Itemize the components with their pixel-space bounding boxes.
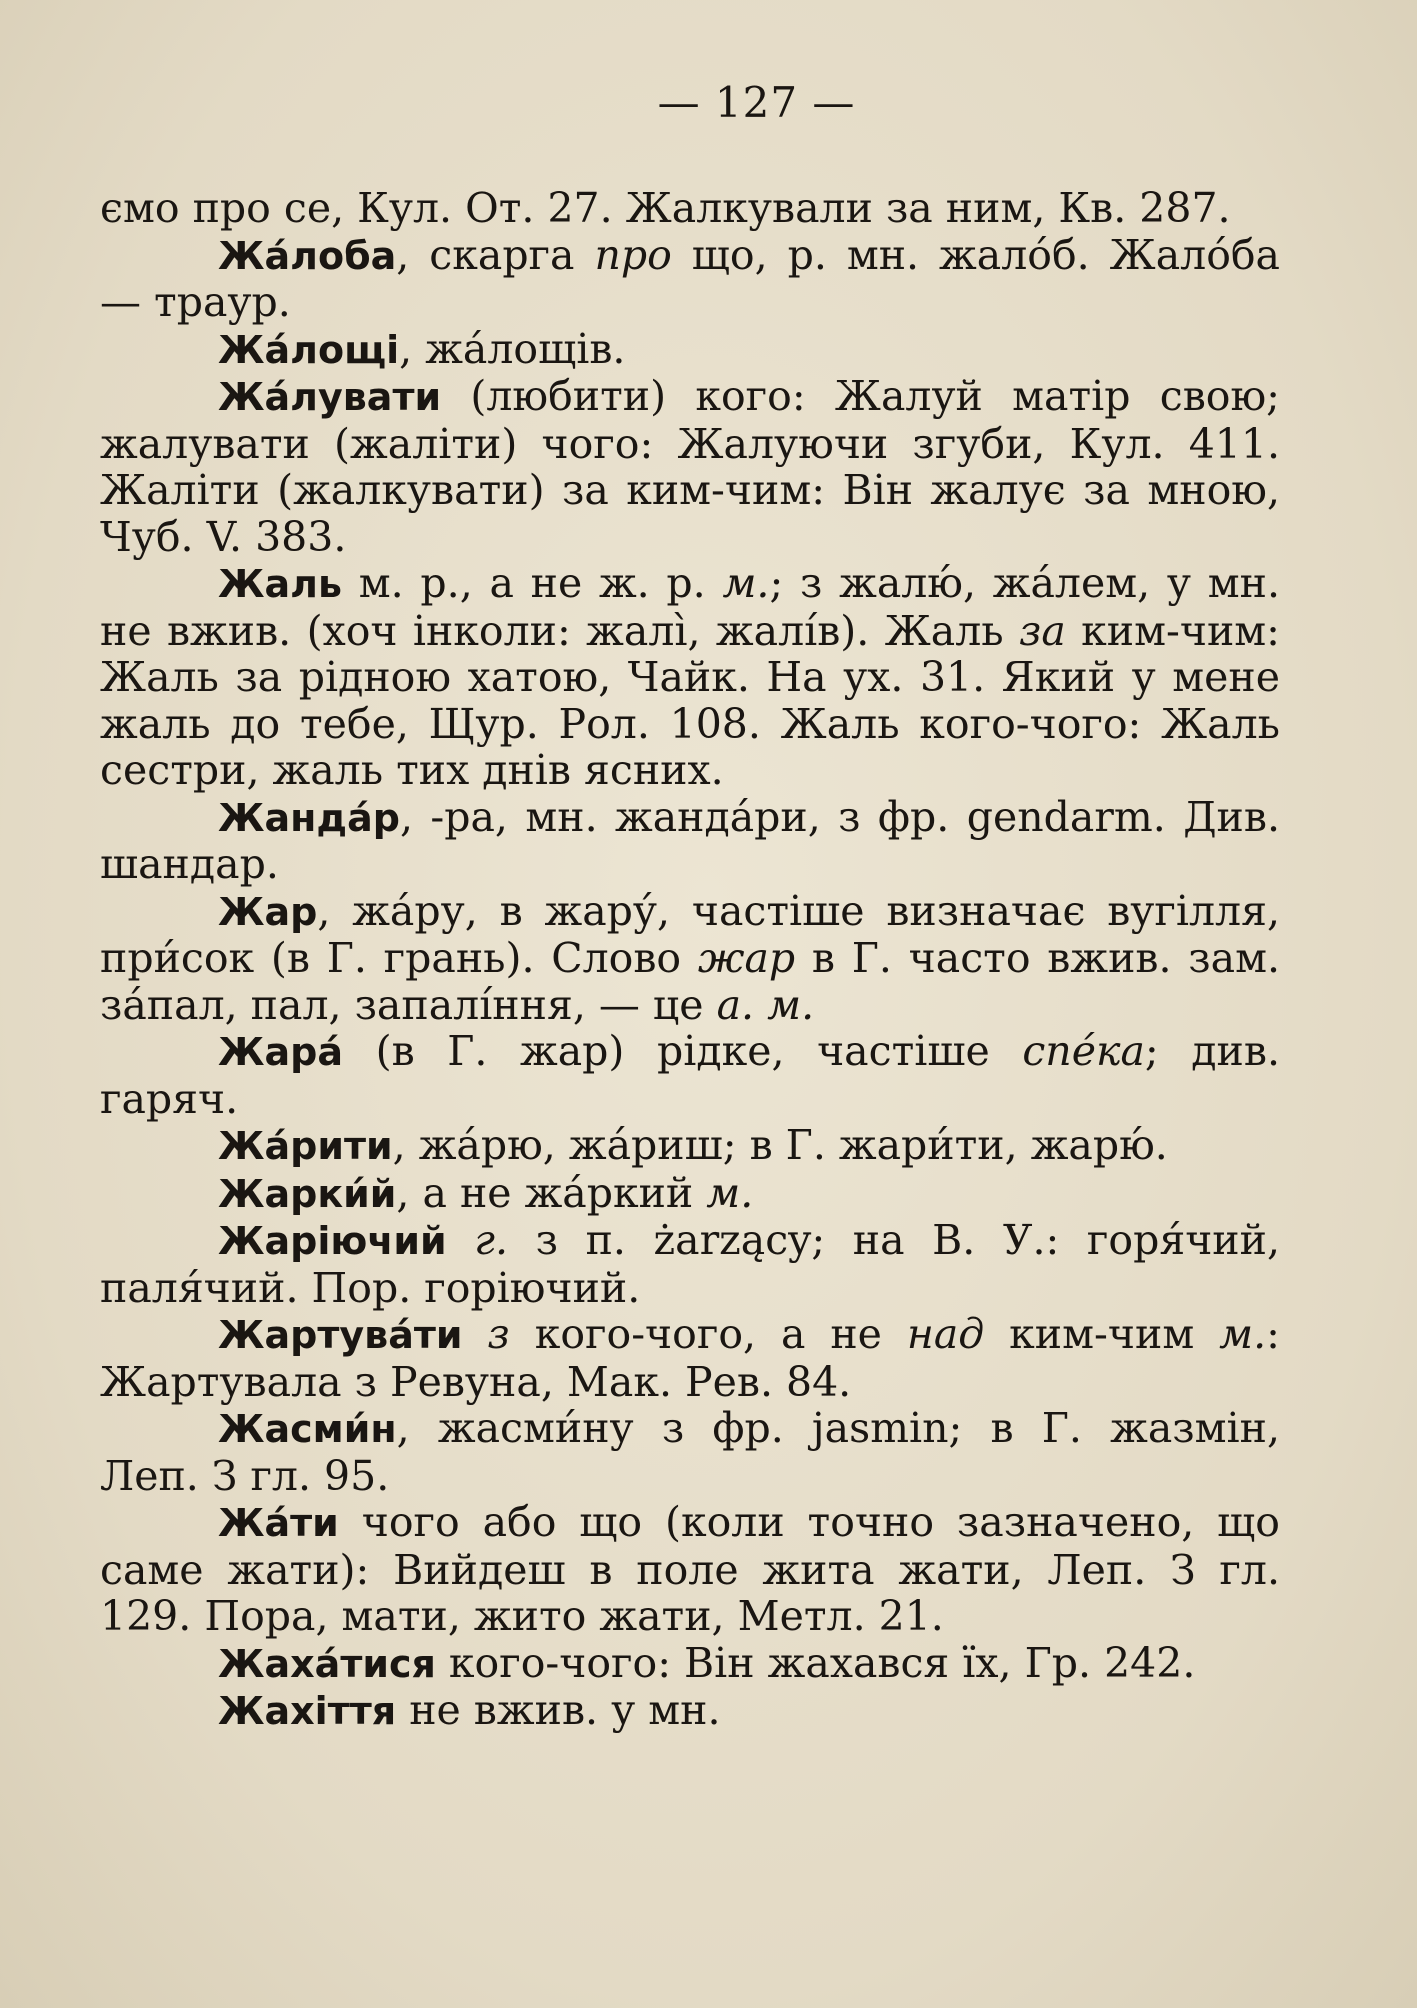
headword: Жа́ти [218, 1501, 339, 1545]
page-number: — 127 — [657, 78, 856, 127]
entry-zharkyi: Жарки́й, а не жа́ркий м. [218, 1168, 754, 1217]
dictionary-text [100, 185, 1280, 1735]
entry-zhaloba: Жа́лоба, скарга про що, р. мн. жало́б. Жало́ба — траур. [100, 230, 1280, 326]
headword: Жанда́р [218, 795, 400, 840]
entry-zhasmyn: Жасми́н, жасми́ну з фр. jasmin; в Г. жазмін, Леп. З гл. 95. [100, 1404, 1280, 1500]
entry-zhandar: Жанда́р, -ра, мн. жанда́ри, з фр. gendarm. Див. шандар. [100, 792, 1280, 888]
continuation-paragraph: ємо про се, Кул. От. 27. Жалкували за ним, Кв. 287. [100, 184, 1231, 232]
headword: Жа́рити [218, 1124, 393, 1168]
headword: Жара́ [218, 1030, 344, 1074]
entry-zhara: Жара́ (в Г. жар) рідке, частіше спе́ка; див. гаряч. [100, 1027, 1280, 1123]
entry-zhakhittia: Жахіття не вжив. у мн. [218, 1686, 721, 1734]
headword: Жарки́й [218, 1171, 397, 1216]
entry-zhakhatysia: Жаха́тися кого-чого: Він жахався їх, Гр. 242. [218, 1638, 1196, 1687]
entry-zhaloshchi: Жа́лощі, жа́лощів. [218, 324, 626, 373]
headword: Жа́лувати [218, 375, 442, 419]
entry-zhariiuchyi: Жаріючий г. з п. żarzący; на В. У.: горя́чий, паля́чий. Пор. горіючий. [100, 1216, 1280, 1312]
headword: Жасми́н [218, 1407, 397, 1451]
entry-zhaluvaty: Жа́лувати (любити) кого: Жалуй матір свою; жалувати (жаліти) чого: Жалуючи згуби, Кул. 411. Жаліти (жалкувати) за ким-чим: Він жалує за мною, Чуб. V. 383. [100, 372, 1280, 561]
entry-zharyty: Жа́рити, жа́рю, жа́риш; в Г. жари́ти, жарю́. [218, 1121, 1168, 1169]
headword: Жахіття [218, 1689, 397, 1733]
entry-zhartuvaty: Жартува́ти з кого-чого, а не над ким-чим м.: Жартувала з Ревуна, Мак. Рев. 84. [100, 1310, 1280, 1406]
headword: Жар [218, 889, 318, 934]
headword: Жаріючий [218, 1219, 447, 1263]
headword: Жаль [218, 562, 343, 606]
headword: Жартува́ти [218, 1313, 463, 1357]
headword: Жа́лоба [218, 233, 397, 278]
entry-zhal: Жаль м. р., а не ж. р. м.; з жалю́, жа́лем, у мн. не вжив. (хоч інколи: жалі̀, жалі́в). Жаль за ким-чим: Жаль за рідною хатою, Чайк. На ух. 31. Який у мене жаль до тебе, Щур. Рол. 108. Жаль кого-чого: Жаль сестри, жаль тих днів ясних. [100, 559, 1280, 794]
headword: Жа́лощі [218, 327, 400, 372]
entry-zhar: Жар, жа́ру, в жару́, частіше визначає вугілля, при́сок (в Г. грань). Слово жар в Г. часто вжив. зам. за́пал, пал, запалі́ння, — це а. м. [100, 886, 1281, 1029]
headword: Жаха́тися [218, 1641, 436, 1686]
entry-zhaty: Жа́ти чого або що (коли точно зазначено, що саме жати): Вийдеш в поле жита жати, Леп. З гл. 129. Пора, мати, жито жати, Метл. 21. [100, 1498, 1280, 1640]
